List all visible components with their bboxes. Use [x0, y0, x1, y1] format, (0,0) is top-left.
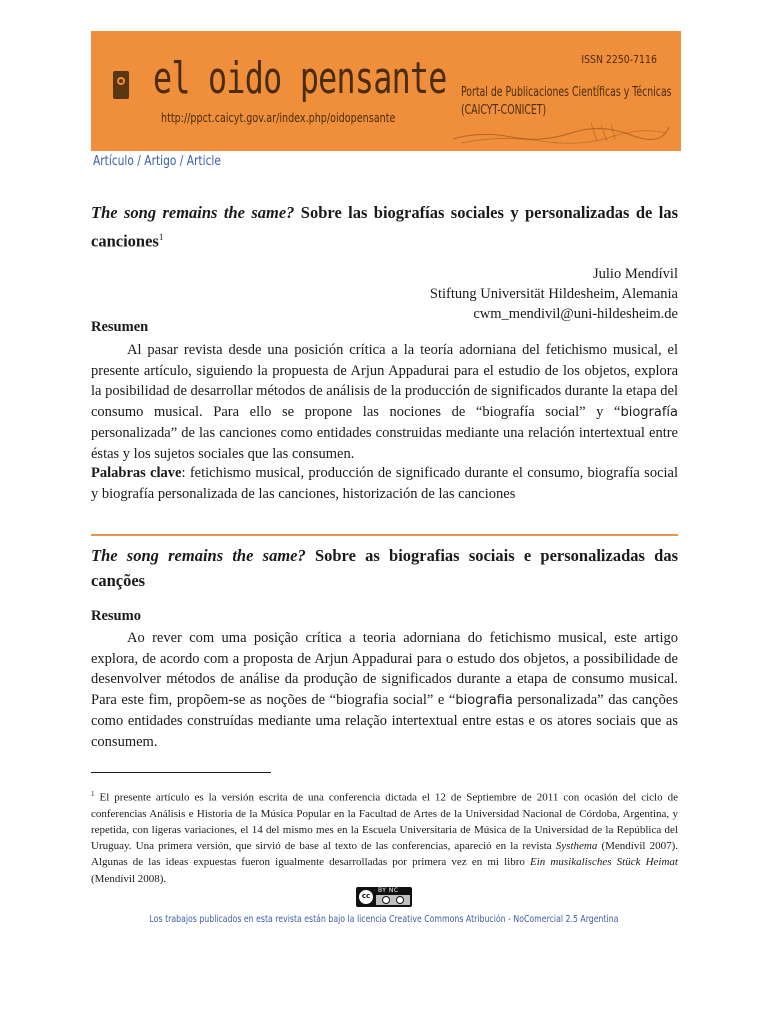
footnote-text-part1: El presente artículo es la versión escrita de una conferencia dictada el 12 de Septiembre de 2011 con ocasión del ciclo de conferencias Análisis e Historia de la Música Popular en la Facultad de Artes de la Universidad Nacional de Córdoba, Argentina, y repetida, con ligeras variaciones, el 14 del mismo mes en la Escuela Universitaria de Música de la Universidad de la República del Uruguay. Una primera versión, que sirvió de base al texto de las conferencias, apareció en la revista — [91, 791, 678, 853]
footnote-ref[interactable]: 1 — [158, 232, 164, 242]
author-affiliation: Stiftung Universität Hildesheim, Alemania — [429, 286, 678, 302]
resumen-text-part2: personalizada” de las canciones como entidades construidas mediante una relación intertextual entre éstas y los sujetos sociales que las consumen. — [91, 425, 678, 462]
resumen-paragraph — [91, 340, 678, 464]
spanish-title-rest: Sobre las biografías sociales y personalizadas de las canciones — [91, 203, 679, 251]
journal-name: el oido pensante — [153, 53, 447, 104]
spanish-title — [91, 200, 678, 254]
issn-label: ISSN 2250-7116 — [581, 53, 657, 66]
author-block — [430, 264, 678, 324]
portuguese-title-rest: Sobre as biografias sociais e personalizadas das canções — [91, 546, 678, 590]
scribble-decoration-icon — [451, 119, 671, 145]
resumo-sans-word: biografia — [455, 692, 513, 708]
portal-name: Portal de Publicaciones Científicas y Técnicas — [461, 85, 672, 100]
resumo-text-part1: Ao rever com uma posição crítica a teoria adorniana do fetichismo musical, este artigo explora, de acordo com a proposta de Arjun Appadurai para o estudo dos objetos, a possibilidade de desenvolver métodos de análise da produção de significados durante a etapa de consumo musical. Para este fim, propõem-se as noções de “biografia social” e “ — [91, 630, 678, 708]
resumo-heading: Resumo — [91, 608, 141, 624]
journal-logo-icon — [113, 71, 129, 99]
resumo-paragraph — [91, 628, 678, 752]
portuguese-title-italic: The song remains the same? — [91, 546, 306, 565]
section-divider — [91, 534, 678, 536]
article-type-label: Artículo / Artigo / Article — [93, 154, 221, 169]
footnote-divider — [91, 772, 271, 773]
resumen-text-part1: Al pasar revista desde una posición crítica a la teoría adorniana del fetichismo musical, el presente artículo, siguiendo la propuesta de Arjun Appadurai para el estudio de los objetos, explora la posibilidad de desarrollar métodos de análisis de la producción de significados durante la etapa del consumo musical. Para ello se propone las nociones de “biografía social” y “ — [91, 342, 678, 420]
footnote-journal: Systhema — [555, 840, 598, 853]
resumo-text-part2: personalizada” das canções como entidades construídas mediante uma relação intertextual entre estas e os atores sociais que as consumem. — [91, 691, 678, 750]
resumen-heading: Resumen — [91, 319, 149, 335]
creative-commons-badge-icon[interactable] — [356, 887, 412, 907]
by-icon — [382, 896, 390, 904]
cc-badge-label: BY NC — [378, 887, 399, 894]
portuguese-title — [91, 543, 678, 593]
footnote-text-part2: (Mendívil 2007). Algunas de las ideas expuestas fueron igualmente desarrolladas por primera vez en mi libro — [91, 840, 678, 869]
keywords-paragraph — [91, 463, 678, 504]
footnote-text-part3: (Mendívil 2008). — [91, 872, 167, 885]
journal-header-banner — [91, 31, 681, 151]
keywords-label: Palabras clave — [91, 465, 182, 481]
footnote — [91, 786, 678, 887]
footnote-mark: 1 — [91, 790, 95, 798]
noncommercial-icon — [396, 896, 404, 904]
license-notice[interactable]: Los trabajos publicados en esta revista están bajo la licencia Creative Commons Atribución - NoComercial 2.5 Argentina — [149, 914, 619, 925]
cc-logo-icon: cc — [358, 889, 374, 905]
footnote-book: Ein musikalisches Stück Heimat — [530, 856, 678, 869]
portal-institution: (CAICYT-CONICET) — [461, 103, 547, 118]
keywords-text: : fetichismo musical, producción de significado durante el consumo, biografía social y biografía personalizada de las canciones, historización de las canciones — [91, 465, 678, 502]
author-name: Julio Mendívil — [593, 266, 678, 282]
spanish-title-italic: The song remains the same? — [91, 203, 295, 222]
journal-url[interactable]: http://ppct.caicyt.gov.ar/index.php/oidopensante — [161, 111, 396, 125]
author-email[interactable]: cwm_mendivil@uni-hildesheim.de — [473, 306, 678, 322]
resumen-sans-word: biografía — [620, 404, 678, 420]
